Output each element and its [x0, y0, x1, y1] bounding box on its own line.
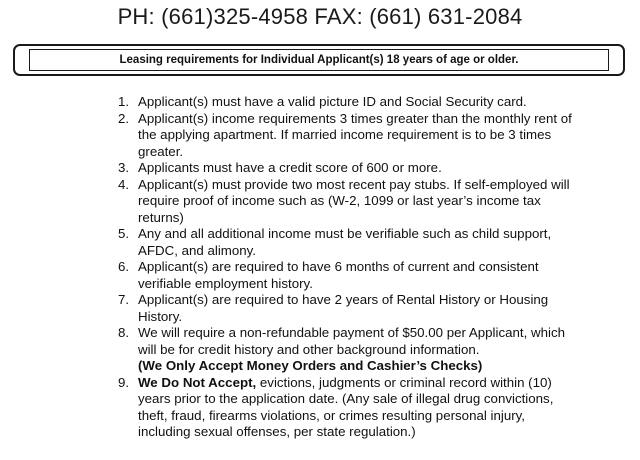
requirement-9 [108, 375, 578, 441]
contact-header: PH: (661)325-4958 FAX: (661) 631-2084 [117, 4, 523, 29]
requirement-number: 8. [118, 325, 130, 340]
requirement-number: 2. [118, 110, 130, 126]
requirement-number: 9. [118, 374, 130, 390]
requirement-text: Applicant(s) must have a valid picture ID and Social Security card. [138, 94, 527, 109]
title-box [13, 44, 625, 76]
requirement-number: 7. [118, 292, 130, 307]
requirement-text: Applicant(s) are required to have 2 years of Rental History or Housing History. [138, 292, 549, 324]
requirement-text: Applicant(s) must provide two most recent pay stubs. If self-employed will require proof of income such as (W-2, 1099 or last year’s income tax returns) [138, 176, 570, 225]
requirement-5 [108, 226, 578, 259]
requirement-text: Applicant(s) income requirements 3 times greater than the monthly rent of the applying apartment. If married income requirement is to be 3 times greater. [138, 110, 572, 159]
requirement-6 [108, 259, 578, 292]
requirement-text: Applicants must have a credit score of 600 or more. [138, 160, 442, 175]
requirement-text: Any and all additional income must be verifiable such as child support, AFDC, and alimony. [138, 226, 552, 258]
requirement-3 [108, 160, 578, 177]
requirement-8 [108, 325, 578, 375]
requirement-text: evictions, judgments or criminal record within (10) years prior to the application date. (Any sale of illegal drug convictions, theft, fraud, firearms violations, or crimes resulting personal injury, including sexual offenses, per state regulation.) [138, 374, 554, 439]
requirement-4 [108, 177, 578, 227]
title-box-text: Leasing requirements for Individual Applicant(s) 18 years of age or older. [29, 49, 609, 71]
requirement-2 [108, 111, 578, 161]
requirement-1 [108, 94, 578, 111]
requirement-number: 5. [118, 226, 130, 241]
requirement-text: Applicant(s) are required to have 6 months of current and consistent verifiable employment history. [138, 259, 539, 291]
requirement-text: We will require a non-refundable payment of $50.00 per Applicant, which will be for credit history and other background information. [138, 325, 565, 357]
requirements-list [108, 94, 578, 441]
requirement-number: 1. [118, 94, 130, 109]
requirement-number: 6. [118, 259, 130, 274]
requirement-lead: We Do Not Accept, [138, 374, 257, 390]
requirement-number: 4. [118, 176, 130, 192]
requirement-7 [108, 292, 578, 325]
requirement-number: 3. [118, 160, 130, 175]
payment-note: (We Only Accept Money Orders and Cashier’s Checks) [138, 358, 483, 373]
